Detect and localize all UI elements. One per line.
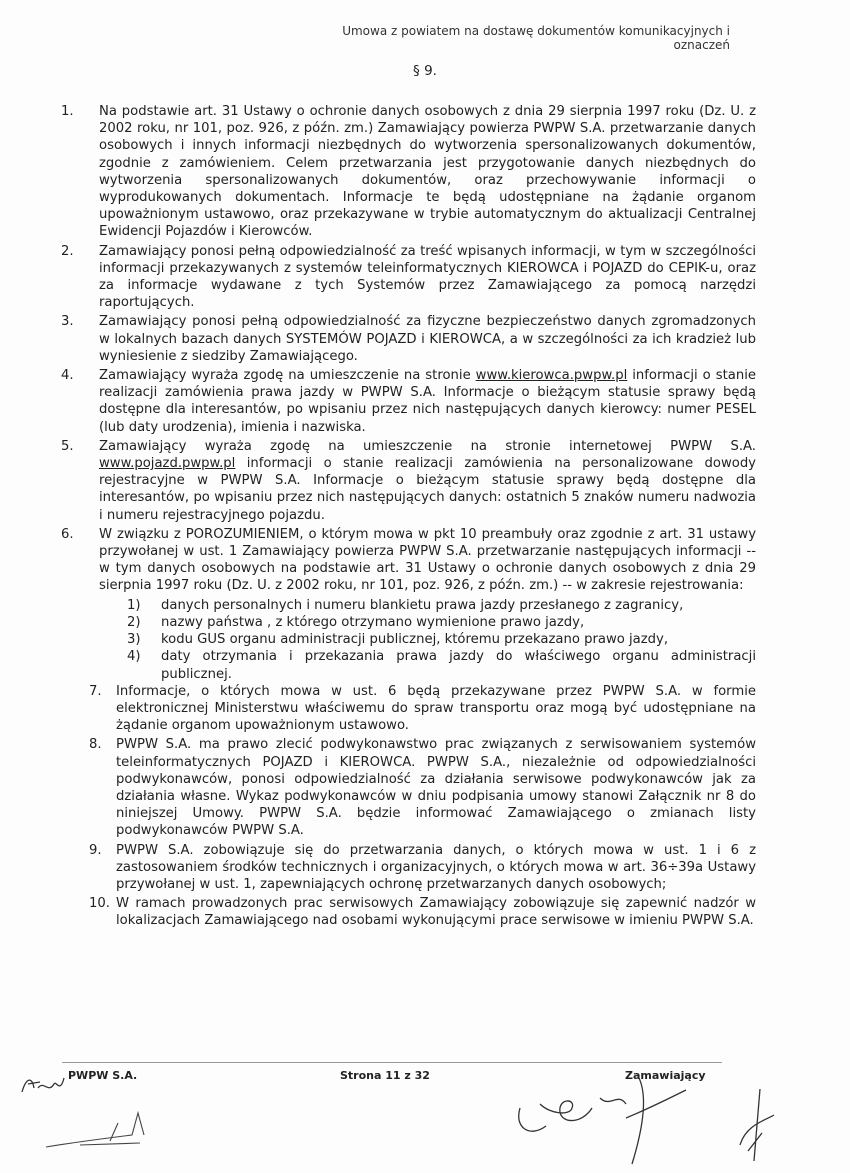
- paragraph-text: Informacje, o których mowa w ust. 6 będą przekazywane przez PWPW S.A. w formie elektronicznej Ministerstwu właściwemu do spraw transportu oraz mogą być udostępniane na żądanie organom upoważnionym ustawowo.: [116, 683, 756, 734]
- footer-party: Zamawiający: [625, 1069, 706, 1082]
- initials-signature-left: [18, 1070, 68, 1102]
- paragraph-text: Zamawiający ponosi pełną odpowiedzialność za treść wpisanych informacji, w tym w szczególności informacji przekazywanych z systemów teleinformatycznych KIEROWCA i POJAZD do CEPIK-u, oraz za informacje wydawane z tych Systemów przez Zamawiającego za pomocą narzędzi raportujących.: [99, 243, 756, 311]
- paragraph-10: [56, 895, 756, 929]
- paragraph-text: Zamawiający ponosi pełną odpowiedzialność za fizyczne bezpieczeństwo danych zgromadzonych w lokalnych bazach danych SYSTEMÓW POJAZD i KIEROWCA, a w szczególności za ich kradzież lub wyniesienie z siedziby Zamawiającego.: [99, 314, 756, 364]
- paragraph-number: 6.: [61, 526, 74, 542]
- sub-item-number: 1): [127, 597, 141, 613]
- sub-item-number: 2): [127, 614, 141, 630]
- signature-right: [510, 1068, 690, 1168]
- sub-list-item: [99, 631, 756, 648]
- sub-list-item: [99, 597, 756, 614]
- paragraph-number: 7.: [89, 683, 102, 699]
- paragraph-text: W ramach prowadzonych prac serwisowych Zamawiający zobowiązuje się zapewnić nadzór w lokalizacjach Zamawiającego nad osobami wykonującymi prace serwisowe w imieniu PWPW S.A.: [116, 896, 756, 929]
- paragraph-number: 4.: [61, 368, 74, 384]
- document-header: Umowa z powiatem na dostawę dokumentów komunikacyjnych i oznaczeń: [342, 24, 730, 52]
- paragraph-4: [56, 367, 756, 436]
- paragraph-2: [56, 243, 756, 312]
- paragraph-text: [99, 438, 756, 524]
- sub-item-text: nazwy państwa , z którego otrzymano wymienione prawo jazdy,: [161, 614, 585, 630]
- paragraph-text-part: informacji o stanie realizacji zamówienia na personalizowane dowody rejestracyjne w PWPW S.A. Informacje o bieżącym statusie sprawy będą dostępne dla interesantów, po wpisaniu przez nich następujących danych: ostatnich 5 znaków numeru nadwozia i numeru rejestracyjnego pojazdu.: [99, 456, 756, 523]
- initials-signature-right: [730, 1085, 780, 1165]
- paragraph-5: [56, 438, 756, 524]
- sub-item-number: 4): [127, 649, 141, 665]
- document-body: [56, 103, 756, 932]
- sub-list: [99, 597, 756, 683]
- sub-item-text: kodu GUS organu administracji publicznej, któremu przekazano prawo jazdy,: [161, 632, 669, 648]
- footer-divider: [62, 1062, 722, 1063]
- paragraph-number: 1.: [61, 104, 74, 119]
- paragraph-text-part: Zamawiający wyraża zgodę na umieszczenie na stronie internetowej PWPW S.A.: [99, 438, 756, 454]
- paragraph-text: PWPW S.A. zobowiązuje się do przetwarzania danych, o których mowa w ust. 1 i 6 z zastosowaniem środków technicznych i organizacyjnych, o których mowa w art. 36÷39a Ustawy przywołanej w ust. 1, zapewniających ochronę przetwarzanych danych osobowych;: [116, 842, 756, 892]
- section-title: § 9.: [413, 63, 437, 79]
- paragraph-number: 2.: [61, 243, 74, 259]
- signature-left: [40, 1105, 160, 1153]
- paragraph-3: [56, 313, 756, 365]
- page-number: Strona 11 z 32: [340, 1069, 430, 1082]
- sub-list-item: [99, 614, 756, 631]
- sub-item-text: daty otrzymania i przekazania prawa jazdy do właściwego organu administracji publicznej.: [161, 649, 756, 682]
- footer-company: PWPW S.A.: [68, 1069, 138, 1082]
- sub-item-number: 3): [127, 632, 141, 648]
- paragraph-9: [56, 842, 756, 894]
- paragraph-7: [56, 683, 756, 735]
- sub-item-text: danych personalnych i numeru blankietu prawa jazdy przesłanego z zagranicy,: [161, 597, 684, 613]
- paragraph-number: 9.: [89, 842, 102, 858]
- paragraph-8: [56, 736, 756, 839]
- paragraph-text: Na podstawie art. 31 Ustawy o ochronie danych osobowych z dnia 29 sierpnia 1997 roku (Dz. U. z 2002 roku, nr 101, poz. 926, z późn. zm.) Zamawiający powierza PWPW S.A. przetwarzanie danych osobowych i innych informacji niezbędnych do wytworzenia spersonalizowanych dokumentów, zgodnie z zamówieniem. Celem przetwarzania jest przygotowanie danych niezbędnych do wytworzenia spersonalizowanych dokumentów, oraz przechowywanie informacji o wyprodukowanych dokumentach. Informacje te będą udostępniane na żądanie organom upoważnionym ustawowo, oraz przekazywane w trybie automatycznym do aktualizacji Centralnej Ewidencji Pojazdów i Kierowców.: [99, 104, 756, 240]
- paragraph-6: [56, 526, 756, 595]
- paragraph-number: 3.: [61, 314, 74, 330]
- paragraph-number: 8.: [89, 737, 102, 753]
- paragraph-number: 5.: [61, 438, 74, 454]
- sub-list-item: [99, 648, 756, 682]
- paragraph-1: [56, 103, 756, 241]
- paragraph-text-part: informacji o stanie realizacji zamówienia prawa jazdy w PWPW S.A. Informacje o bieżącym statusie sprawy będą dostępne dla interesantów, po wpisaniu przez nich następujących danych kierowcy: numer PESEL (lub daty urodzenia), imienia i nazwiska.: [99, 368, 756, 435]
- kierowca-link[interactable]: www.kierowca.pwpw.pl: [475, 368, 628, 384]
- paragraph-text: PWPW S.A. ma prawo zlecić podwykonawstwo prac związanych z serwisowaniem systemów teleinformatycznych POJAZD i KIEROWCA. PWPW S.A., niezależnie od odpowiedzialności podwykonawców, ponosi odpowiedzialność za działania serwisowe podwykonawców jak za działania własne. Wykaz podwykonawców w dniu podpisania umowy stanowi Załącznik nr 8 do niniejszej Umowy. PWPW S.A. będzie informować Zamawiającego o zmianach listy podwykonawców PWPW S.A.: [116, 737, 756, 839]
- pojazd-link[interactable]: www.pojazd.pwpw.pl: [99, 456, 236, 472]
- paragraph-number: 10.: [89, 896, 110, 912]
- paragraph-text-part: Zamawiający wyraża zgodę na umieszczenie na stronie: [99, 368, 476, 384]
- paragraph-text: W związku z POROZUMIENIEM, o którym mowa w pkt 10 preambuły oraz zgodnie z art. 31 ustawy przywołanej w ust. 1 Zamawiający powierza PWPW S.A. przetwarzanie następujących informacji -- w tym danych osobowych na podstawie art. 31 Ustawy o ochronie danych osobowych z dnia 29 sierpnia 1997 roku (Dz. U. z 2002 roku, nr 101, poz. 926, z późn. zm.) -- w zakresie rejestrowania:: [99, 526, 756, 594]
- paragraph-text: [99, 367, 756, 436]
